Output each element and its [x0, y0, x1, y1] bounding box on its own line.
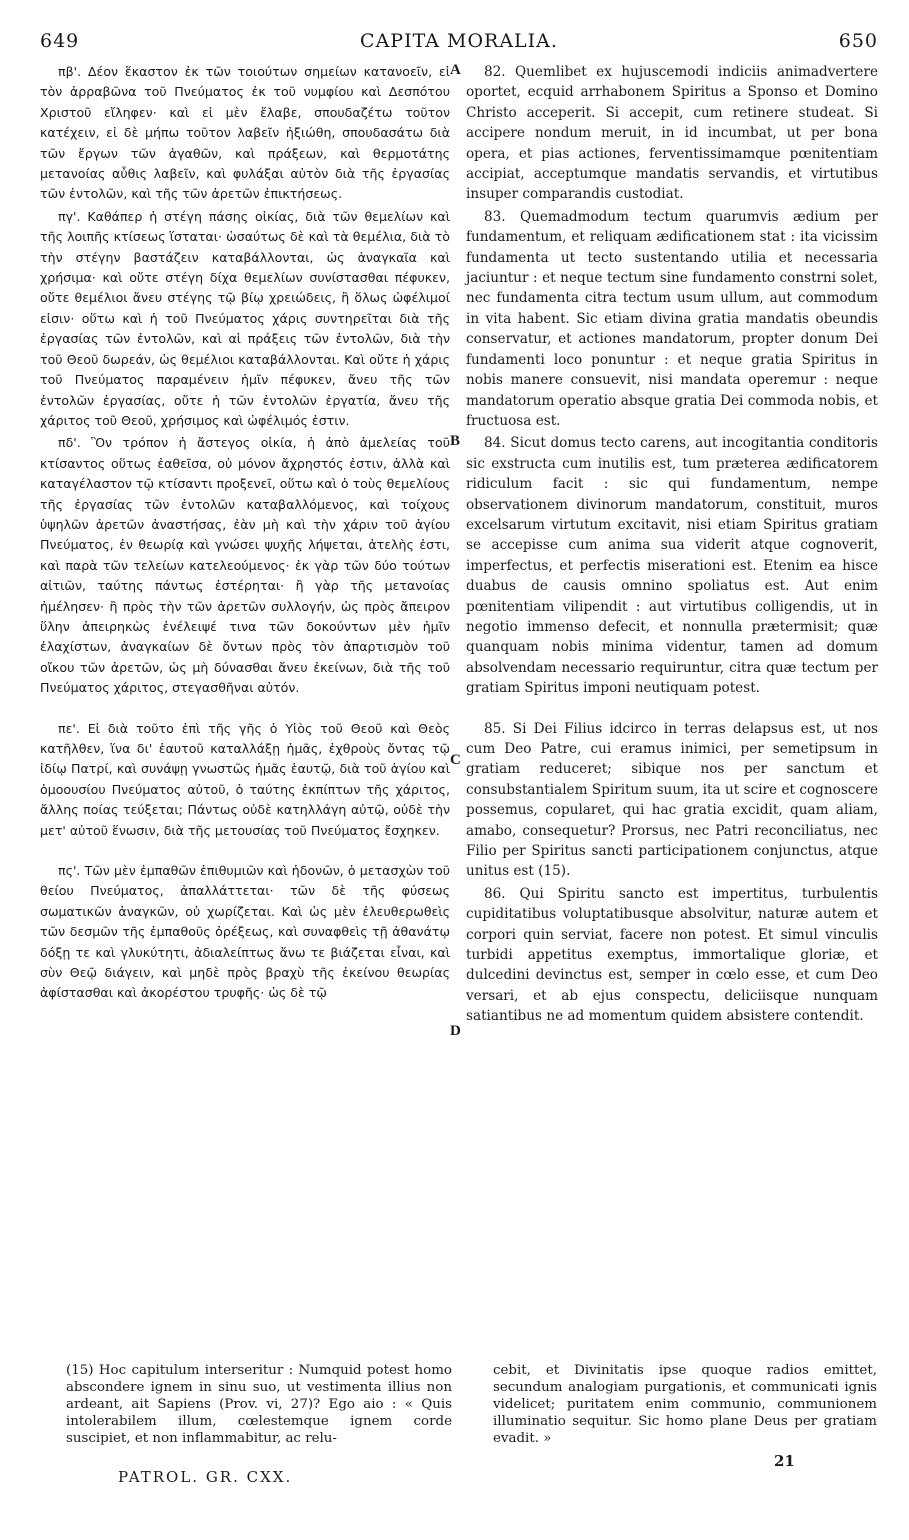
latin-column — [466, 62, 878, 1027]
latin-chapter-83: 83. Quemadmodum tectum quarumvis ædium per fundamentum, et reliquam ædificationem stat : ita vicissim fundamenta ut tecto sustentando utilia et necessaria jaciuntur : et neque tectum sine fundamento constrni solet, nec fundamenta citra tectum usum ullum, aut commodum in vita habent. Sic etiam divina gratia mandatis obeundis conservatur, et actiones mandatorum, propter donum Dei fundamenti loco ponuntur : et neque gratia Spiritus in nobis manere consuevit, nisi mandata operemur : neque mandatorum operatio absque gratia Dei commoda nobis, et fructuosa est. — [466, 208, 878, 429]
greek-chapter-85: πε'. Εἰ διὰ τοῦτο ἐπὶ τῆς γῆς ὁ Υἱὸς τοῦ Θεοῦ καὶ Θεὸς κατῆλθεν, ἵνα δι' ἑαυτοῦ καταλλάξῃ ἡμᾶς, ἐχθροὺς ὄντας τῷ ἰδίῳ Πατρί, καὶ συνάψῃ γνωστῶς ἡμᾶς ἑαυτῷ, διὰ τοῦ ἁγίου καὶ ὁμοουσίου Πνεύματος αὐτοῦ, ὁ ταύτης ἐκπίπτων τῆς χάριτος, ἄλλης ποίας τεύξεται; Πάντως οὐδὲ κατηλλάγη αὐτῷ, οὐδὲ τὴν μετ' αὐτοῦ ἕνωσιν, διὰ τῆς μετουσίας τοῦ Πνεύματος ἔσχηκεν. — [40, 720, 450, 838]
latin-chapter-84: 84. Sicut domus tecto carens, aut incogitantia conditoris sic exstructa cum inutilis est, tum præterea ædificatorem ridiculum facit : sic qui fundamentum, nempe observationem divinorum mandatorum, constituit, muros excelsarum virtutum excitavit, nisi etiam Spiritus gratiam se accepisse cum anima sua viderit atque cognoverit, imperfectus, et perfectis miserationi est. Etenim ea hisce duabus de causis omnino spoliatus est. Aut enim pœnitentiam vilipendit : aut virtutibus colligendis, ut in negotio immenso defecit, et nonnulla prætermisit; quæ quanquam nobis minima videntur, tamen ad domum absolvendam necessario requiruntur, citra quæ tectum per gratiam Spiritus imponi neutiquam potest. — [466, 435, 878, 697]
greek-chapter-84: πδ'. Ὃν τρόπον ἡ ἄστεγος οἰκία, ἡ ἀπὸ ἀμελείας τοῦ κτίσαντος οὕτως ἐαθεῖσα, οὐ μόνον ἄχρηστός ἐστιν, ἀλλὰ καὶ καταγέλαστον τῷ κτίσαντι προξενεῖ, οὕτω καὶ ὁ τοὺς θεμελίους τῆς ἐργασίας τῶν ἐντολῶν καταβαλλόμενος, καὶ τοίχους ὑψηλῶν ἀρετῶν ἀναστήσας, ἐὰν μὴ καὶ τὴν χάριν τοῦ ἁγίου Πνεύματος, ἐν θεωρίᾳ καὶ γνώσει ψυχῆς λήψεται, ἀτελὴς ἐστι, καὶ παρὰ τῶν τελείων κατελεούμενος· ἐκ γὰρ τῶν δύο τούτων αἰτιῶν, ταύτης πάντως ἐστέρηται· ἢ γὰρ τῆς μετανοίας ἠμέλησεν· ἢ πρὸς τὴν τῶν ἀρετῶν συλλογήν, ὡς πρὸς ἄπειρον ὕλην ἀπειρηκὼς ἐνέλειψέ τινα τῶν δοκούντων μὲν ἡμῖν ἐλαχίστων, ἀναγκαίων δὲ ὄντων πρὸς τὸν ἀπαρτισμὸν τοῦ οἴκου τῶν ἀρετῶν, ὡς μὴ δύνασθαι ἄνευ ἐκείνων, διὰ τῆς τοῦ Πνεύματος χάριτος, στεγασθῆναι αὐτόν. — [40, 435, 450, 696]
signature-mark: 21 — [774, 1452, 795, 1470]
column-marker-c: C — [450, 752, 461, 768]
column-marker-a: A — [450, 62, 461, 78]
latin-chapter-82: 82. Quemlibet ex hujuscemodi indiciis animadvertere oportet, ecquid arrhabonem Spiritus a Sponso et Domino Christo acceperit. Si accepit, cum retinere studeat. Si accipere nondum meruit, in id incumbat, ut per bona opera, et pias actiones, ferventissimamque pœnitentiam accipiat, acceptumque mandatis servandis, et virtutibus insuper comparandis custodiat. — [466, 64, 878, 203]
column-marker-b: B — [450, 433, 461, 449]
running-header — [40, 30, 878, 56]
column-marker-d: D — [450, 1023, 461, 1039]
greek-chapter-83: πγ'. Καθάπερ ἡ στέγη πάσης οἰκίας, διὰ τῶν θεμελίων καὶ τῆς λοιπῆς κτίσεως ἵσταται· ὡσαύτως δὲ καὶ τὰ θεμέλια, διὰ τὸ τὴν στέγην βαστάζειν καταβάλλονται, ὡς ἀναγκαῖα καὶ χρήσιμα· καὶ οὔτε στέγη δίχα θεμελίων συνίστασθαι πέφυκεν, οὔτε θεμέλιοι ἄνευ στέγης τῷ βίῳ χρειώδεις, ἢ ὅλως ὠφέλιμοί εἰσιν· οὕτω καὶ ἡ τοῦ Πνεύματος χάρις συντηρεῖται διὰ τῆς ἐργασίας τῶν ἐντολῶν, καὶ αἱ πράξεις τῶν ἐντολῶν, διὰ τὴν τοῦ Θεοῦ δωρεάν, ὡς θεμέλιοι καταβάλλονται. Καὶ οὔτε ἡ χάρις τοῦ Πνεύματος παραμένειν ἡμῖν πέφυκεν, ἄνευ τῆς τῶν ἐντολῶν ἐργασίας, οὔτε ἡ τῶν ἐντολῶν ἐργατία, ἄνευ τῆς χάριτος τοῦ Θεοῦ, χρήσιμος καὶ ὠφέλιμός ἐστιν. — [40, 208, 450, 428]
footnote-right — [493, 1362, 877, 1447]
running-title: CAPITA MORALIA. — [360, 30, 558, 52]
page-number-left: 649 — [40, 30, 80, 52]
greek-chapter-82: πβ'. Δέον ἕκαστον ἐκ τῶν τοιούτων σημείων κατανοεῖν, εἰ τὸν ἀρραβῶνα τοῦ Πνεύματος ἐκ τοῦ νυμφίου καὶ Δεσπότου Χριστοῦ εἴληφεν· καὶ εἰ μὲν ἔλαβε, σπουδαζέτω τοῦτον κατέχειν, εἰ δὲ μήπω τοῦτον λαβεῖν ἠξιώθη, σπουδασάτω διὰ τῶν ἔργων τῶν ἀγαθῶν, καὶ πράξεων, καὶ θερμοτάτης μετανοίας αὖθις λαβεῖν, καὶ φυλάξαι αὐτὸν διὰ τῆς ἐργασίας τῶν ἐντολῶν, καὶ τῆς τῶν ἀρετῶν ἐπικτήσεως. — [40, 64, 450, 202]
latin-chapter-86: 86. Qui Spiritu sancto est impertitus, turbulentis cupiditatibus voluptatibusque absolvitur, naturæ autem et corpori quin serviat, facere non potest. Et simul vinculis turbidi appetitus exemptus, immortalique gloriæ, et dulcedini devinctus est, semper in cœlo esse, et cum Deo versari, et ab ejus conspectu, deliciisque nunquam satiantibus ne ad momentum quidem absistere contendit. — [466, 885, 878, 1025]
page-number-right: 650 — [838, 30, 878, 52]
footnote-15-text: (15) Hoc capitulum interseritur : Numquid potest homo abscondere ignem in sinu suo, ut vestimenta illius non ardeant, ait Sapiens (Prov. vi, 27)? Ego aio : « Quis intolerabilem illum, cœlestemque ignem corde suscipiet, et non inflammabitur, ac relu- — [66, 1363, 452, 1446]
latin-chapter-85: 85. Si Dei Filius idcirco in terras delapsus est, ut nos cum Deo Patre, cui eramus inimici, per semetipsum in gratiam reduceret; sibique nos per sanctum et consubstantialem Spiritum suum, ita ut scire et cognoscere possemus, copularet, qui hac gratia excidit, quam aliam, amabo, consequetur? Prorsus, nec Patri reconciliatus, nec Filio per Spiritus sancti participationem conjunctus, atque unitus est (15). — [466, 720, 878, 880]
greek-column — [40, 62, 450, 1004]
greek-chapter-86: πς'. Τῶν μὲν ἐμπαθῶν ἐπιθυμιῶν καὶ ἡδονῶν, ὁ μετασχὼν τοῦ θείου Πνεύματος, ἀπαλλάττεται· τῶν δὲ τῆς φύσεως σωματικῶν ἀναγκῶν, οὐ χωρίζεται. Καὶ ὡς μὲν ἐλευθερωθεὶς τῶν δεσμῶν τῆς ἐμπαθοῦς ὀρέξεως, καὶ συναφθεὶς τῇ ἀθανάτῳ δόξῃ τε καὶ γλυκύτητι, ἀδιαλείπτως ἄνω τε βιάζεται εἶναι, καὶ σὺν Θεῷ διάγειν, καὶ μηδὲ πρὸς βραχὺ τῆς ἐκείνου θεωρίας ἀφίστασθαι καὶ ἀκορέστου τρυφῆς· ὡς δὲ τῷ — [40, 863, 450, 1001]
series-footer: PATROL. GR. CXX. — [118, 1468, 293, 1486]
footnote-15-continued: cebit, et Divinitatis ipse quoque radios emittet, secundum analogiam purgationis, et communicati ignis videlicet; puritatem enim communio, communionem illuminatio sequitur. Sic homo plane Deus per gratiam evadit. » — [493, 1363, 877, 1446]
footnote-left — [66, 1362, 452, 1447]
